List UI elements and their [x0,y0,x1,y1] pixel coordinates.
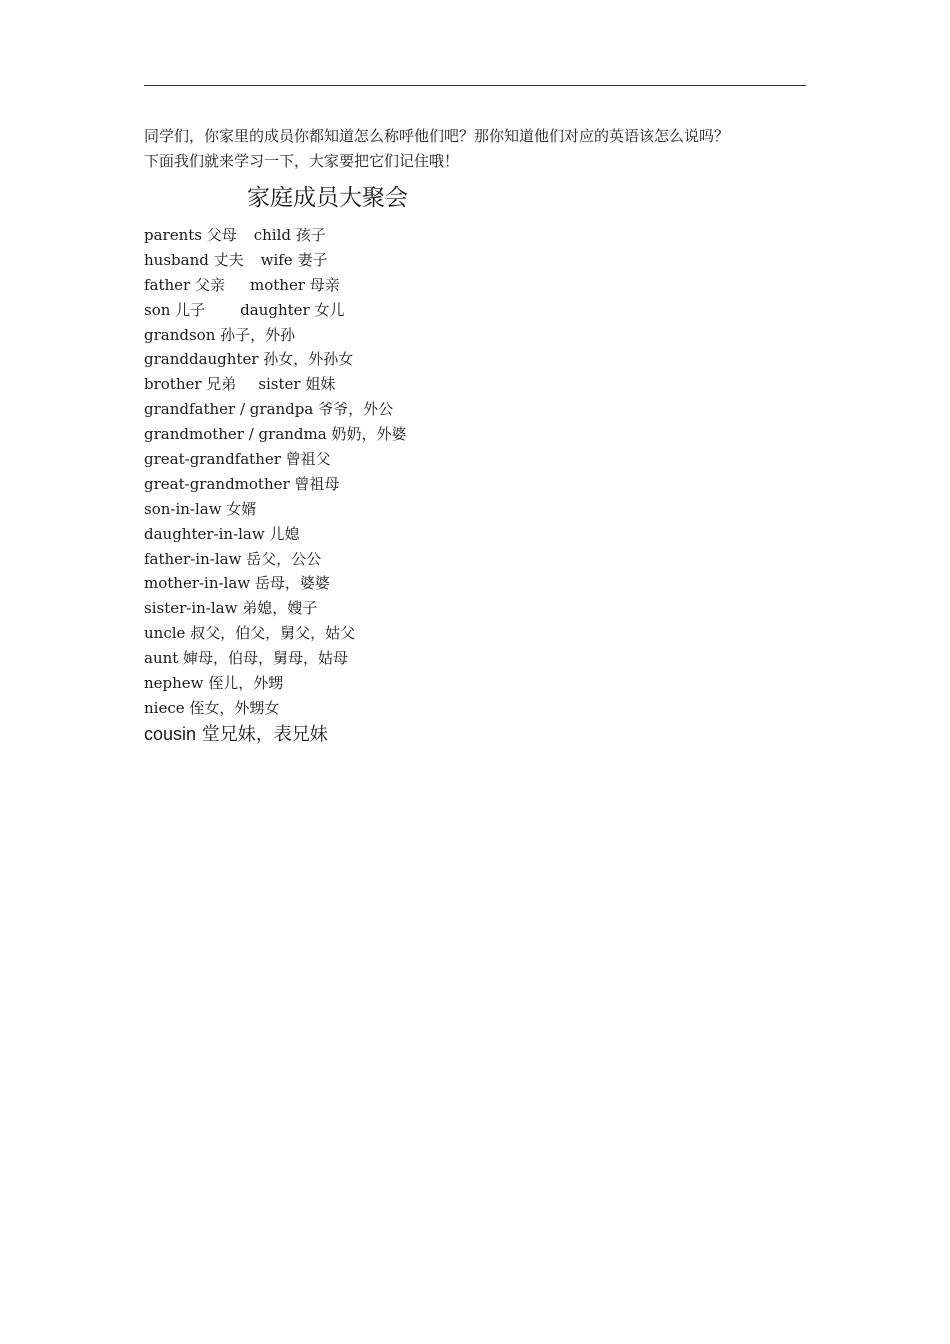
header-rule [144,85,806,86]
vocab-term: sister 姐妹 [258,375,336,394]
vocab-term: child 孩子 [253,226,326,244]
vocab-term: parents 父母 [144,226,237,244]
vocab-term: husband 丈夫 [144,250,244,269]
vocab-item [144,372,406,397]
vocab-item [144,298,406,323]
intro-line-1: 同学们，你家里的成员你都知道怎么称呼他们吧？那你知道他们对应的英语该怎么说吗？ [144,127,730,145]
vocab-item: granddaughter 孙女，外孙女 [144,350,354,369]
vocab-term: mother 母亲 [250,275,340,294]
vocab-list [144,223,406,747]
vocab-term: son 儿子 [144,300,206,319]
vocab-term-en: cousin [144,723,197,744]
vocab-item [144,248,406,273]
vocab-item: daughter-in-law 儿媳 [144,524,300,543]
vocab-item: son-in-law 女婿 [144,499,257,518]
vocab-term: father 父亲 [144,275,225,294]
vocab-item: great-grandmother 曾祖母 [144,474,340,493]
vocab-item: grandson 孙子，外孙 [144,325,296,344]
vocab-item: grandfather / grandpa 爷爷，外公 [144,400,394,419]
vocab-item [144,223,406,248]
vocab-term: daughter 女儿 [240,300,345,319]
vocab-item: mother-in-law 岳母，婆婆 [144,574,330,593]
vocab-term-zh: 堂兄妹，表兄妹 [196,723,328,745]
vocab-item: aunt 婶母，伯母，舅母，姑母 [144,649,349,668]
vocab-term: brother 兄弟 [144,375,237,394]
vocab-item [144,721,406,747]
vocab-item: nephew 侄儿，外甥 [144,674,284,693]
intro-line-2: 下面我们就来学习一下，大家要把它们记住哦！ [144,152,460,170]
vocab-item: niece 侄女，外甥女 [144,698,280,717]
vocab-item: sister-in-law 弟媳，嫂子 [144,599,318,618]
vocab-item: father-in-law 岳父，公公 [144,549,322,568]
vocab-item [144,273,406,298]
vocab-item: great-grandfather 曾祖父 [144,450,331,469]
intro-paragraph [144,124,810,174]
vocab-item: grandmother / grandma 奶奶，外婆 [144,425,407,444]
vocab-term: wife 妻子 [260,250,328,269]
page-title: 家庭成员大聚会 [247,185,408,211]
vocab-item: uncle 叔父，伯父，舅父，姑父 [144,624,356,643]
